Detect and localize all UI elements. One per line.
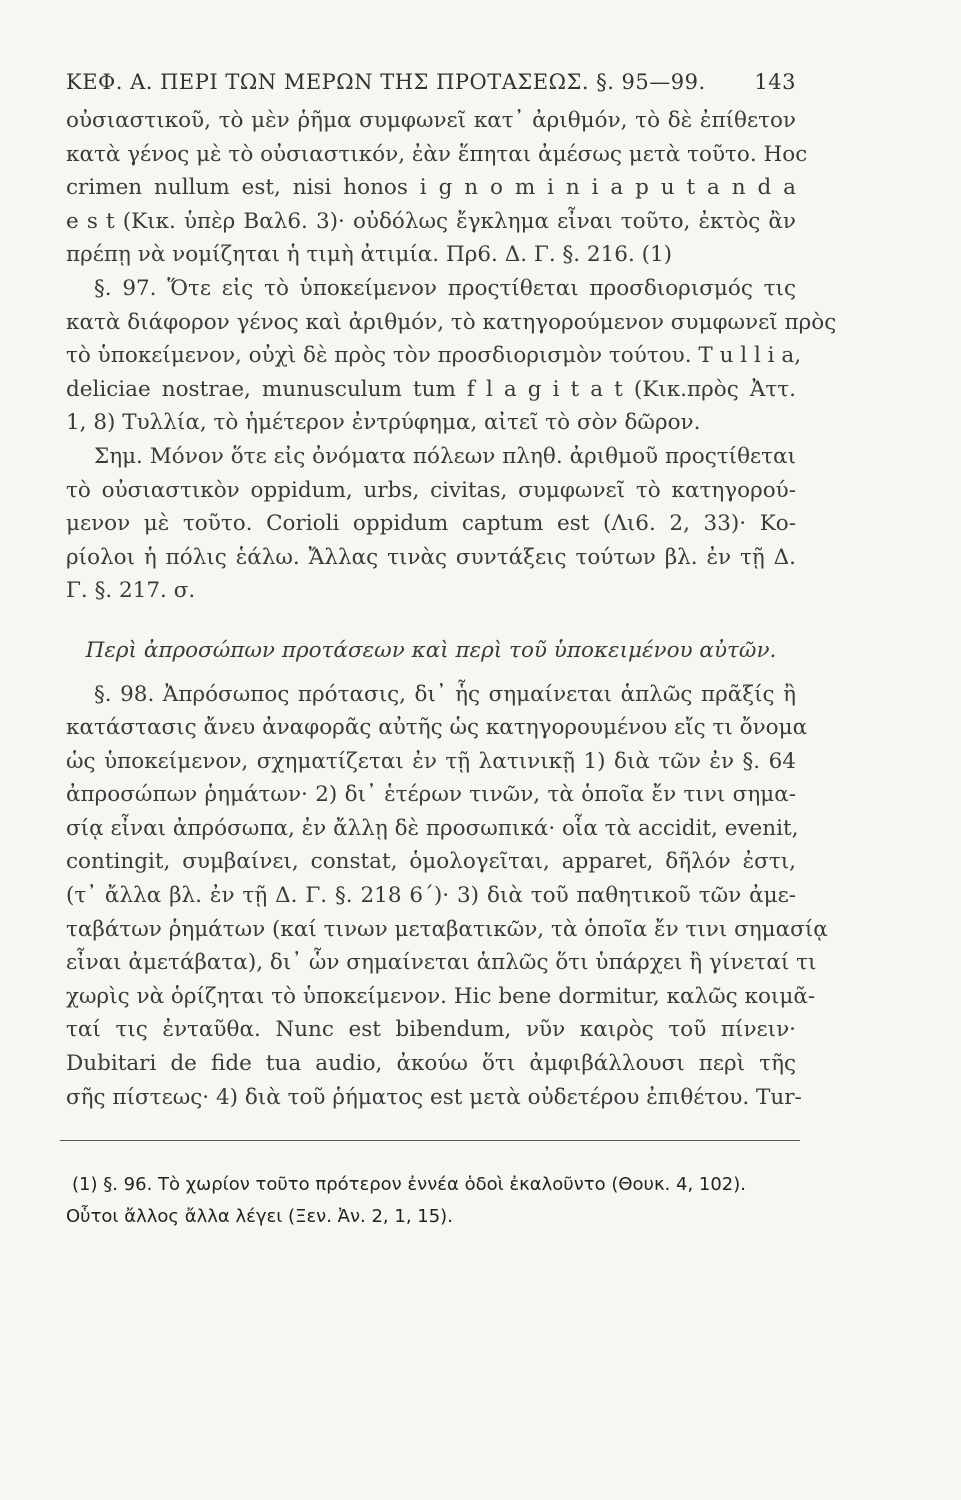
footnote-line: Οὗτοι ἄλλος ἄλλα λέγει (Ξεν. Ἀν. 2, 1, 15). bbox=[66, 1206, 453, 1228]
text-line: e s t (Κικ. ὑπὲρ Βαλ6. 3)· οὐδόλως ἔγκλημα εἶναι τοῦτο, ἐκτὸς ἂν bbox=[66, 208, 796, 234]
text-line: crimen nullum est, nisi honos i g n o m i n i a p u t a n d a bbox=[66, 175, 796, 201]
text-line: τὸ οὐσιαστικὸν oppidum, urbs, civitas, συμφωνεῖ τὸ κατηγορού- bbox=[66, 477, 796, 503]
text-line: (τ᾽ ἄλλα βλ. ἐν τῇ Δ. Γ. §. 218 6΄)· 3) διὰ τοῦ παθητικοῦ τῶν ἀμε- bbox=[66, 883, 796, 909]
text-line: Dubitari de fide tua audio, ἀκούω ὅτι ἀμφιβάλλουσι περὶ τῆς bbox=[66, 1051, 796, 1077]
text-line: μενον μὲ τοῦτο. Corioli oppidum captum est (Λι6. 2, 33)· Κο- bbox=[66, 511, 796, 537]
text-line: οὐσιαστικοῦ, τὸ μὲν ῥῆμα συμφωνεῖ κατ᾽ ἀριθμόν, τὸ δὲ ἐπίθετον bbox=[66, 108, 796, 133]
text-line: ταβάτων ῥημάτων (καί τινων μεταβατικῶν, τὰ ὁποῖα ἔν τινι σημασίᾳ bbox=[66, 916, 828, 942]
footnotes bbox=[66, 1169, 796, 1233]
text-line: Γ. §. 217. σ. bbox=[66, 578, 196, 604]
text-line: κατάστασις ἄνευ ἀναφορᾶς αὐτῆς ὡς κατηγορουμένου εἴς τι ὄνομα bbox=[66, 715, 808, 741]
footnote-line: (1) §. 96. Τὸ χωρίον τοῦτο πρότερον ἐννέα ὁδοὶ ἐκαλοῦντο (Θουκ. 4, 102). bbox=[72, 1174, 746, 1196]
note-line: Σημ. Μόνον ὅτε εἰς ὀνόματα πόλεων πληθ. ἀριθμοῦ προςτίθεται bbox=[94, 443, 796, 469]
text-line: χωρὶς νὰ ὁρίζηται τὸ ὑποκείμενον. Hic bene dormitur, καλῶς κοιμᾶ- bbox=[66, 983, 816, 1009]
text-line: ρίολοι ἡ πόλις ἑάλω. Ἄλλας τινὰς συντάξεις τούτων βλ. ἐν τῇ Δ. bbox=[66, 544, 796, 570]
footnote-divider bbox=[60, 1140, 800, 1141]
section-heading: Περὶ ἀπροσώπων προτάσεων καὶ περὶ τοῦ ὑποκειμένου αὐτῶν. bbox=[85, 637, 777, 663]
text-line: κατὰ γένος μὲ τὸ οὐσιαστικόν, ἐὰν ἕπηται ἀμέσως μετὰ τοῦτο. Hoc bbox=[66, 141, 808, 167]
text-line: 1, 8) Τυλλία, τὸ ἡμέτερον ἐντρύφημα, αἰτεῖ τὸ σὸν δῶρον. bbox=[66, 410, 701, 436]
text-line: contingit, συμβαίνει, constat, ὁμολογεῖται, apparet, δῆλόν ἐστι, bbox=[66, 849, 796, 875]
text-line: σίᾳ εἶναι ἀπρόσωπα, ἐν ἄλλῃ δὲ προσωπικά· οἷα τὰ accidit, evenit, bbox=[66, 815, 799, 841]
text-line: ταί τις ἐνταῦθα. Nunc est bibendum, νῦν καιρὸς τοῦ πίνειν· bbox=[66, 1017, 796, 1043]
text-line: τὸ ὑποκείμενον, οὐχὶ δὲ πρὸς τὸν προσδιορισμὸν τούτου. T u l l i a, bbox=[66, 343, 802, 369]
text-line: σῆς πίστεως· 4) διὰ τοῦ ῥήματος est μετὰ οὐδετέρου ἐπιθέτου. Tur- bbox=[66, 1084, 802, 1110]
paragraph-98-start: §. 98. Ἀπρόσωπος πρότασις, δι᾽ ἧς σημαίνεται ἁπλῶς πρᾶξίς ἢ bbox=[94, 681, 796, 707]
page-number: 143 bbox=[754, 70, 796, 94]
book-page bbox=[66, 70, 837, 1233]
text-line: ἀπροσώπων ῥημάτων· 2) δι᾽ ἑτέρων τινῶν, τὰ ὁποῖα ἔν τινι σημα- bbox=[66, 782, 796, 808]
text-line: εἶναι ἀμετάβατα), δι᾽ ὧν σημαίνεται ἁπλῶς ὅτι ὑπάρχει ἢ γίνεταί τι bbox=[66, 950, 817, 976]
text-line: πρέπῃ νὰ νομίζηται ἡ τιμὴ ἀτιμία. Πρ6. Δ. Γ. §. 216. (1) bbox=[66, 242, 673, 268]
text-line: κατὰ διάφορον γένος καὶ ἀριθμόν, τὸ κατηγορούμενον συμφωνεῖ πρὸς bbox=[66, 309, 837, 335]
section-text bbox=[66, 678, 828, 1115]
body-text bbox=[66, 104, 837, 608]
text-line: ὡς ὑποκείμενον, σχηματίζεται ἐν τῇ λατινικῇ 1) διὰ τῶν ἐν §. 64 bbox=[66, 748, 796, 774]
running-head-title: ΚΕΦ. Α. ΠΕΡΙ ΤΩΝ ΜΕΡΩΝ ΤΗΣ ΠΡΟΤΑΣΕΩΣ. §. 95—99. bbox=[66, 70, 706, 94]
running-head bbox=[66, 70, 796, 104]
text-line: deliciae nostrae, munusculum tum f l a g i t a t (Κικ.πρὸς Ἀττ. bbox=[66, 376, 796, 402]
paragraph-97-start: §. 97. Ὅτε εἰς τὸ ὑποκείμενον προςτίθεται προσδιορισμός τις bbox=[94, 275, 796, 301]
